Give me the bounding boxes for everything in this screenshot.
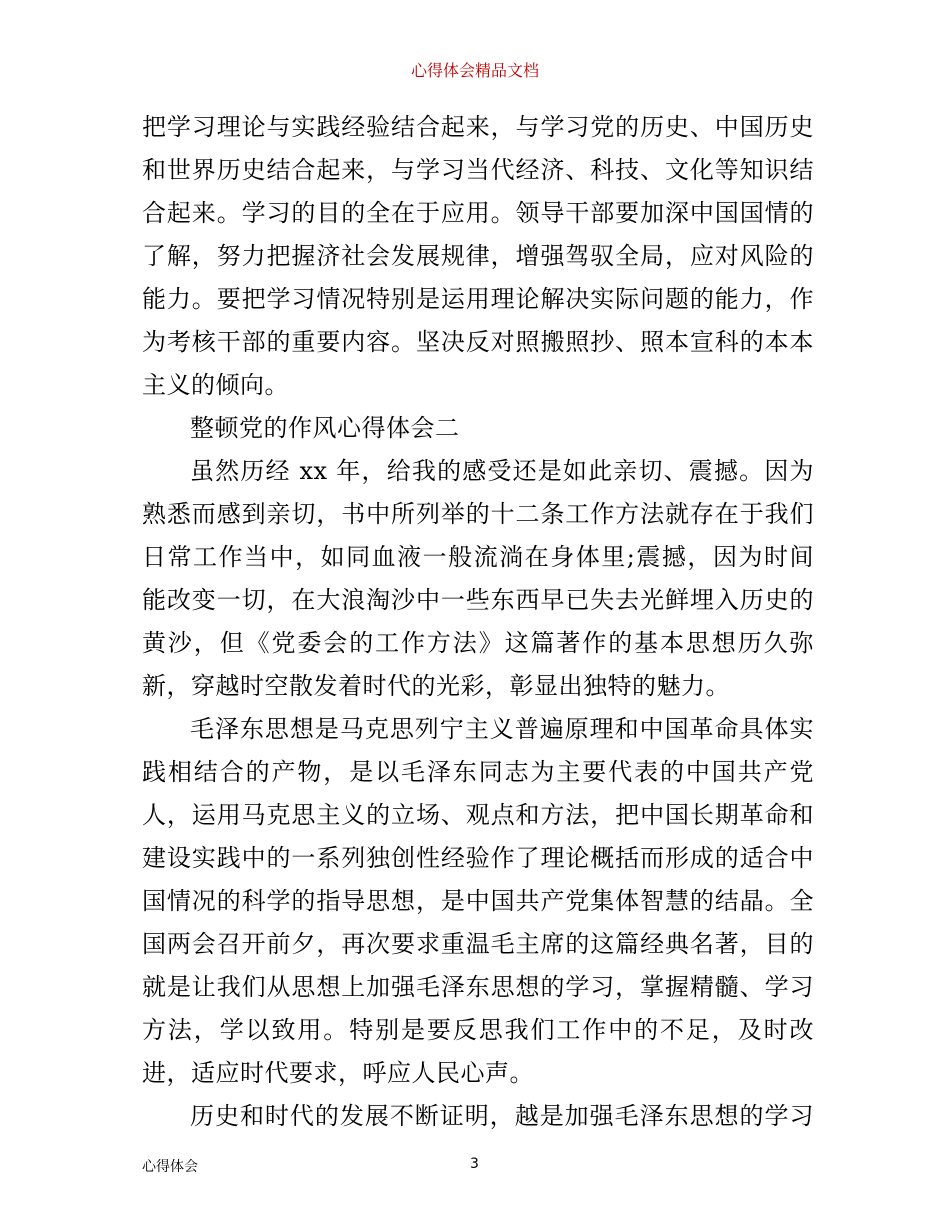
text-line: 进，适应时代要求，呼应人民心声。 (142, 1059, 534, 1087)
text-line: 虽然历经 xx 年，给我的感受还是如此亲切、震撼。因为 (190, 457, 814, 485)
text-line: 和世界历史结合起来，与学习当代经济、科技、文化等知识结 (142, 156, 814, 184)
text-line: 整顿党的作风心得体会二 (190, 414, 460, 442)
text-line: 历史和时代的发展不断证明，越是加强毛泽东思想的学习 (190, 1102, 814, 1130)
text-line: 方法，学以致用。特别是要反思我们工作中的不足，及时改 (142, 1016, 814, 1044)
text-line: 日常工作当中，如同血液一般流淌在身体里;震撼，因为时间 (142, 543, 814, 571)
document-body (142, 106, 814, 1138)
text-line: 了解，努力把握济社会发展规律，增强驾驭全局，应对风险的 (142, 242, 814, 270)
text-line: 建设实践中的一系列独创性经验作了理论概括而形成的适合中 (142, 844, 814, 872)
text-line: 为考核干部的重要内容。坚决反对照搬照抄、照本宣科的本本 (142, 328, 814, 356)
text-line: 能改变一切，在大浪淘沙中一些东西早已失去光鲜埋入历史的 (142, 586, 814, 614)
text-line: 熟悉而感到亲切，书中所列举的十二条工作方法就存在于我们 (142, 500, 814, 528)
text-line: 主义的倾向。 (142, 371, 289, 399)
text-line: 国两会召开前夕，再次要求重温毛主席的这篇经典名著，目的 (142, 930, 814, 958)
page-number: 3 (470, 1156, 479, 1172)
document-header-title: 心得体会精品文档 (410, 61, 539, 80)
text-line: 就是让我们从思想上加强毛泽东思想的学习，掌握精髓、学习 (142, 973, 814, 1001)
text-line: 毛泽东思想是马克思列宁主义普遍原理和中国革命具体实 (190, 715, 814, 743)
footer-label: 心得体会 (142, 1159, 198, 1175)
text-line: 合起来。学习的目的全在于应用。领导干部要加深中国国情的 (142, 199, 814, 227)
text-line: 践相结合的产物，是以毛泽东同志为主要代表的中国共产党 (142, 758, 814, 786)
text-line: 能力。要把学习情况特别是运用理论解决实际问题的能力，作 (142, 285, 814, 313)
text-line: 把学习理论与实践经验结合起来，与学习党的历史、中国历史 (142, 113, 814, 141)
text-line: 人，运用马克思主义的立场、观点和方法，把中国长期革命和 (142, 801, 814, 829)
text-line: 新，穿越时空散发着时代的光彩，彰显出独特的魅力。 (142, 672, 730, 700)
text-line: 黄沙，但《党委会的工作方法》这篇著作的基本思想历久弥 (142, 629, 814, 657)
text-line: 国情况的科学的指导思想，是中国共产党集体智慧的结晶。全 (142, 887, 814, 915)
